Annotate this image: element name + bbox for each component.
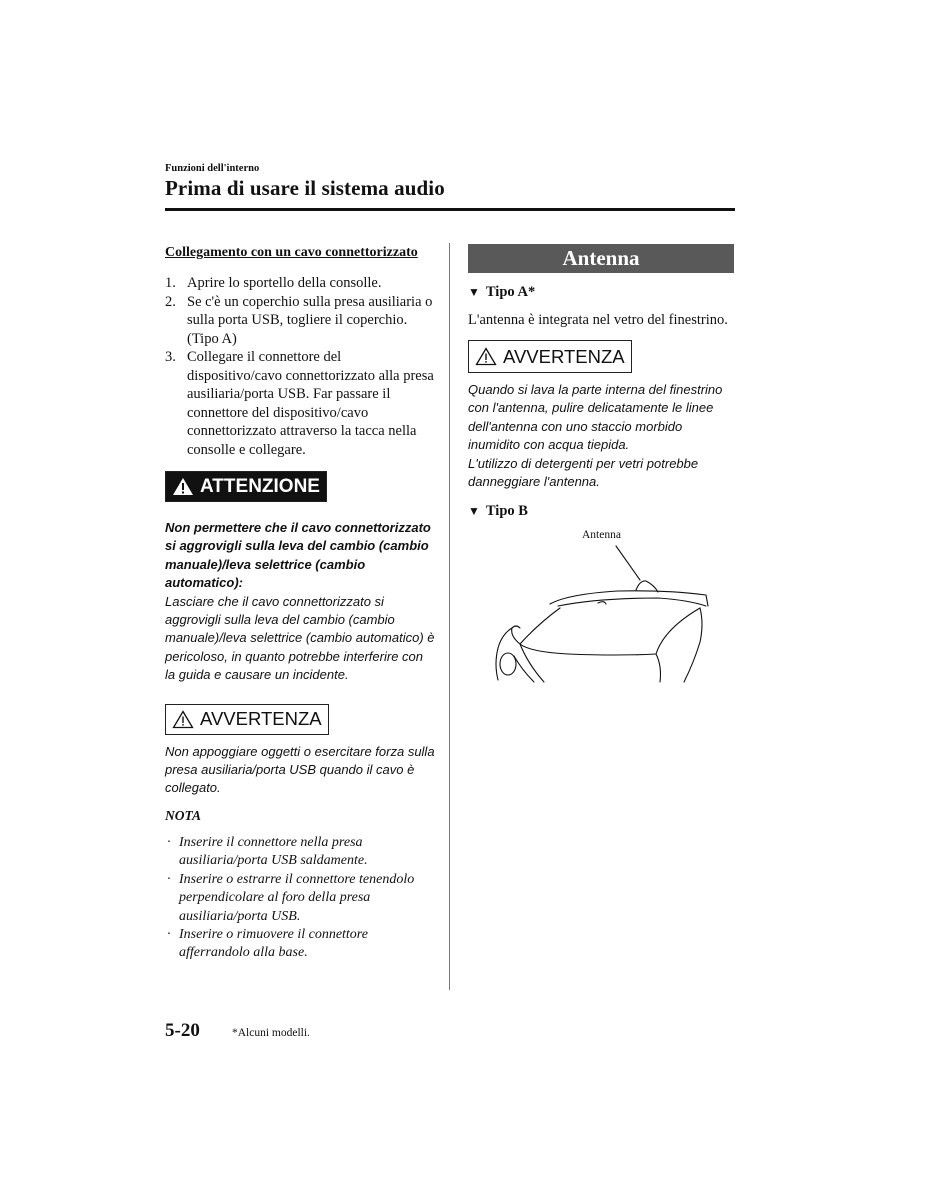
step-item (165, 348, 435, 459)
warning-label (468, 340, 632, 373)
steps-list (165, 274, 435, 459)
step-text: Se c'è un coperchio sulla presa ausiliaria o sulla porta USB, togliere il coperchio. (Tipo A) (187, 293, 433, 347)
right-column (468, 244, 735, 694)
step-text: Collegare il connettore del dispositivo/cavo connettorizzato alla presa ausiliaria/porta USB. Far passare il connettore del dispositivo/cavo connettorizzato attraverso la tacca nella consolle e collegare. (187, 349, 434, 458)
note-item (165, 926, 435, 963)
page-title: Prima di usare il sistema audio (165, 176, 445, 200)
left-column (165, 244, 435, 963)
page-number: 5-20 (165, 1020, 200, 1041)
step-text: Aprire lo sportello della consolle. (187, 275, 382, 291)
caution-body: Lasciare che il cavo connettorizzato si aggrovigli sulla leva del cambio (cambio manuale)/leva selettrice (cambio automatico) è pericoloso, in quanto potrebbe interferire con la guida e causare un incidente. (165, 593, 435, 683)
type-b-heading (468, 503, 735, 520)
caution-label (165, 471, 327, 502)
type-b-label: Tipo B (485, 503, 528, 520)
warning-label-text: AVVERTENZA (503, 345, 625, 367)
caution-heading: Non permettere che il cavo connettorizzato si aggrovigli sulla leva del cambio (cambio manuale)/leva selettrice (cambio automatico): (165, 520, 431, 591)
note-text: Inserire il connettore nella presa ausiliaria/porta USB saldamente. (179, 834, 368, 869)
antenna-banner: Antenna (468, 244, 734, 273)
down-triangle-icon: ▼ (468, 285, 480, 299)
warning-label (165, 704, 329, 735)
title-rule (165, 208, 735, 211)
note-text: Inserire o rimuovere il connettore afferrandolo alla base. (179, 926, 368, 961)
type-a-text: L'antenna è integrata nel vetro del finestrino. (468, 312, 728, 328)
step-item (165, 274, 435, 293)
step-item (165, 293, 435, 349)
step-number: 3. (165, 349, 176, 365)
note-text: Inserire o estrarre il connettore tenendolo perpendicolare al foro della presa ausiliaria/porta USB. (179, 871, 415, 924)
caution-label-text: ATTENZIONE (200, 475, 320, 497)
bullet-icon: · (167, 834, 171, 850)
car-rear-illustration (468, 524, 735, 694)
bullet-icon: · (167, 871, 171, 887)
footnote: *Alcuni modelli. (232, 1027, 310, 1039)
section-label: Funzioni dell'interno (165, 163, 260, 174)
antenna-figure (468, 524, 735, 694)
type-a-heading (468, 284, 735, 301)
warning-triangle-icon (172, 710, 194, 729)
step-number: 2. (165, 293, 176, 310)
warning-body: Non appoggiare oggetti o esercitare forza sulla presa ausiliaria/porta USB quando il cavo è collegato. (165, 743, 435, 796)
figure-label-antenna: Antenna (582, 529, 621, 542)
note-heading: NOTA (165, 807, 202, 823)
note-item (165, 834, 435, 871)
down-triangle-icon: ▼ (468, 504, 480, 519)
type-a-label: Tipo A* (485, 284, 536, 300)
antenna-warning-body-2: L'utilizzo di detergenti per vetri potrebbe danneggiare l'antenna. (468, 455, 699, 490)
warning-triangle-icon (475, 347, 497, 366)
column-divider (449, 243, 450, 990)
step-number: 1. (165, 275, 176, 291)
antenna-warning-body-1: Quando si lava la parte interna del finestrino con l'antenna, pulire delicatamente le linee dell'antenna con uno staccio morbido inumidito con acqua tiepida. (468, 382, 723, 453)
bullet-icon: · (167, 926, 171, 942)
warning-triangle-icon (172, 477, 194, 496)
note-item (165, 871, 435, 926)
subheading-cable-connection: Collegamento con un cavo connettorizzato (165, 245, 418, 260)
note-list (165, 834, 435, 963)
warning-label-text: AVVERTENZA (200, 708, 322, 730)
